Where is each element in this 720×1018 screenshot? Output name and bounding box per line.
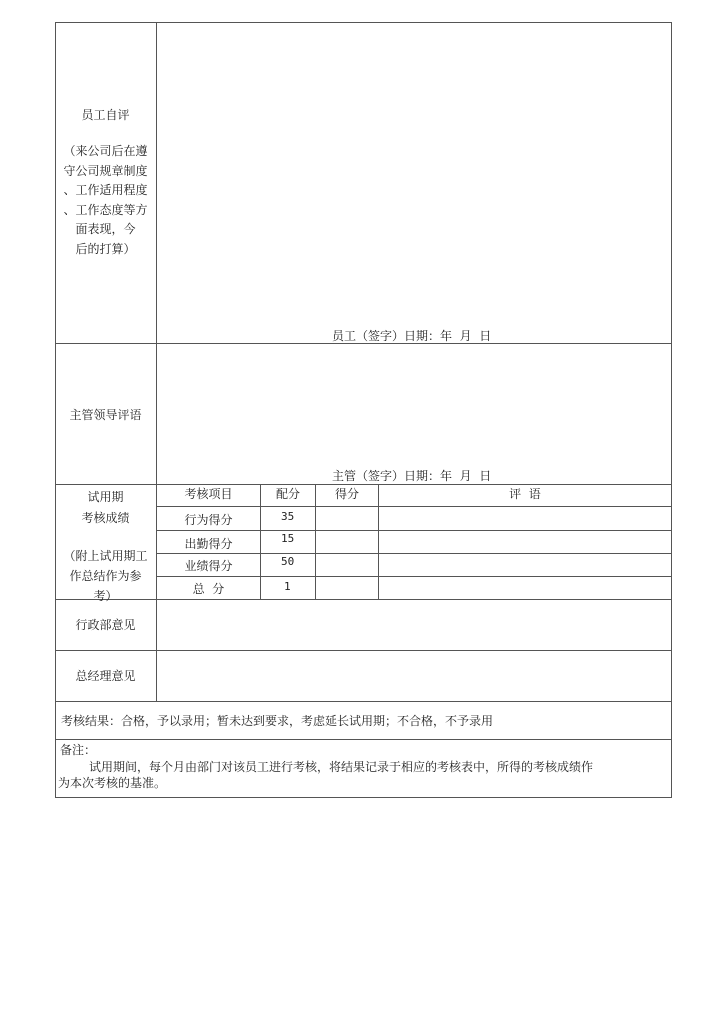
self-eval-note-line: 后的打算）	[75, 241, 136, 256]
gm-bottom-line	[55, 701, 672, 702]
row-performance-item: 业绩得分	[184, 559, 233, 573]
assessment-row-line-1	[156, 530, 672, 531]
self-eval-note-line: 面表现，今	[75, 222, 136, 236]
remarks-line-1: 试用期间，每个月由部门对该员工进行考核，将结果记录于相应的考核表中，所得的考核成绩作	[89, 760, 594, 774]
employee-signature-date: 员工（签字）日期：年 月 日	[332, 329, 492, 343]
supervisor-signature-date: 主管（签字）日期：年 月 日	[332, 469, 492, 483]
self-eval-bottom-line	[55, 343, 672, 344]
self-eval-note-line: 、工作适用程度	[63, 183, 148, 197]
assessment-label	[55, 487, 156, 529]
row-behavior-weight: 35	[281, 510, 295, 523]
assessment-col-line-3	[378, 484, 379, 600]
remarks-label: 备注：	[60, 743, 97, 757]
frame-bottom-border	[55, 797, 672, 798]
remarks-line-2: 为本次考核的基准。	[58, 776, 167, 790]
assessment-label-line: 试用期	[87, 490, 124, 504]
header-assessment-item: 考核项目	[184, 487, 233, 501]
assessment-label-line: 考核成绩	[81, 511, 130, 525]
assessment-header-line	[156, 506, 672, 507]
supervisor-label: 主管领导评语	[69, 408, 142, 422]
row-total-item: 总 分	[192, 582, 225, 596]
row-attendance-item: 出勤得分	[184, 537, 233, 551]
self-eval-note-line: 、工作态度等方	[63, 202, 148, 217]
self-eval-note	[55, 142, 156, 259]
row-behavior-item: 行为得分	[184, 513, 233, 527]
self-eval-label: 员工自评	[81, 108, 130, 122]
admin-bottom-line	[55, 650, 672, 651]
assessment-note	[55, 546, 156, 606]
header-comment: 评 语	[509, 487, 541, 501]
label-column-divider	[156, 22, 157, 702]
assessment-row-line-2	[156, 553, 672, 554]
frame-top-border	[55, 22, 672, 23]
assessment-note-line: （附上试用期工	[63, 549, 148, 563]
header-score: 得分	[334, 487, 359, 501]
assessment-result: 考核结果：合格，予以录用；暂未达到要求，考虑延长试用期；不合格，不予录用	[61, 714, 494, 728]
assessment-col-line-1	[260, 484, 261, 600]
row-total-weight: 1	[284, 580, 291, 593]
row-performance-weight: 50	[281, 555, 295, 568]
header-weight: 配分	[275, 487, 300, 501]
self-eval-note-line: 守公司规章制度	[63, 163, 148, 178]
self-eval-note-line: （来公司后在遵	[63, 144, 148, 158]
assessment-note-line: 考）	[93, 589, 118, 603]
result-bottom-line	[55, 739, 672, 740]
assessment-row-line-3	[156, 576, 672, 577]
admin-opinion-label: 行政部意见	[75, 618, 136, 632]
row-attendance-weight: 15	[281, 532, 295, 545]
assessment-col-line-2	[315, 484, 316, 600]
frame-right-border	[671, 22, 672, 798]
supervisor-bottom-line	[55, 484, 672, 485]
gm-opinion-label: 总经理意见	[75, 669, 136, 683]
assessment-note-line: 作总结作为参	[69, 569, 142, 583]
